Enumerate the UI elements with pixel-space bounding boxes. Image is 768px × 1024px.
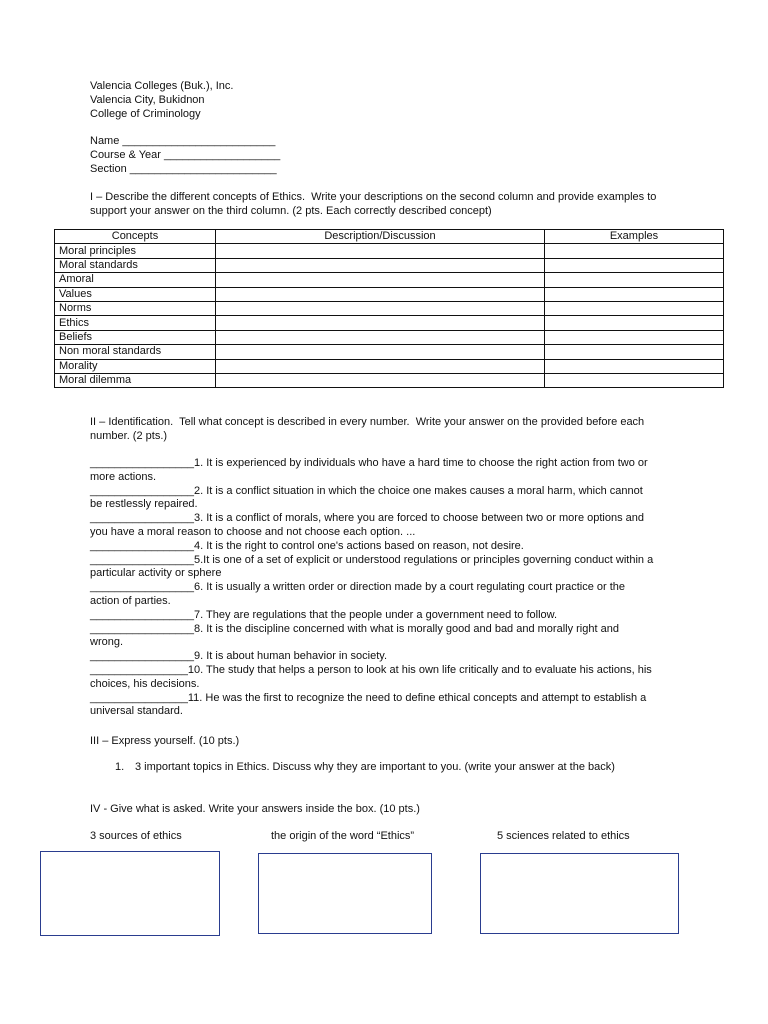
section-3-item-text: 3 important topics in Ethics. Discuss why they are important to you. (write your answer at the back) bbox=[135, 761, 615, 773]
school-location: Valencia City, Bukidnon bbox=[90, 94, 205, 106]
school-name: Valencia Colleges (Buk.), Inc. bbox=[90, 80, 234, 92]
table-row bbox=[55, 301, 724, 315]
item-7-line-1[interactable]: _________________7. They are regulations that the people under a government need to follow. bbox=[90, 608, 558, 621]
concept-cell: Beliefs bbox=[55, 330, 216, 344]
item-3-line-1[interactable]: _________________3. It is a conflict of morals, where you are forced to choose between two or more options and bbox=[90, 512, 645, 525]
identification-items bbox=[90, 457, 680, 719]
column-header-description: Description/Discussion bbox=[216, 230, 545, 244]
section-4-heading: IV - Give what is asked. Write your answers inside the box. (10 pts.) bbox=[90, 803, 420, 815]
examples-cell[interactable] bbox=[545, 330, 724, 344]
box-label-origin: the origin of the word “Ethics” bbox=[271, 830, 415, 842]
section-3-item-number: 1. bbox=[115, 761, 125, 773]
section-1-instructions bbox=[90, 190, 690, 218]
section-4-title bbox=[90, 802, 690, 816]
table-row bbox=[55, 359, 724, 373]
column-header-concepts: Concepts bbox=[55, 230, 216, 244]
examples-cell[interactable] bbox=[545, 359, 724, 373]
table-row bbox=[55, 330, 724, 344]
description-cell[interactable] bbox=[216, 301, 545, 315]
section-3-item bbox=[115, 761, 615, 773]
table-row bbox=[55, 273, 724, 287]
concept-cell: Moral dilemma bbox=[55, 373, 216, 387]
concept-cell: Values bbox=[55, 287, 216, 301]
section-1-line-1: I – Describe the different concepts of Ethics. Write your descriptions on the second column and provide examples to bbox=[90, 191, 657, 203]
description-cell[interactable] bbox=[216, 373, 545, 387]
college-name: College of Criminology bbox=[90, 108, 201, 120]
concept-cell: Moral standards bbox=[55, 258, 216, 272]
item-1-line-2: more actions. bbox=[90, 470, 157, 483]
section-1-line-2: support your answer on the third column. (2 pts. Each correctly described concept) bbox=[90, 205, 492, 217]
section-2-line-2: number. (2 pts.) bbox=[90, 430, 168, 442]
concepts-table bbox=[54, 229, 724, 388]
box-label-sources: 3 sources of ethics bbox=[90, 830, 182, 842]
description-cell[interactable] bbox=[216, 258, 545, 272]
examples-cell[interactable] bbox=[545, 373, 724, 387]
item-9-line-1[interactable]: _________________9. It is about human behavior in society. bbox=[90, 650, 388, 663]
item-8-line-2: wrong. bbox=[90, 636, 124, 649]
item-10-line-2: choices, his decisions. bbox=[90, 677, 200, 690]
table-row bbox=[55, 287, 724, 301]
section-field[interactable]: Section ________________________ bbox=[90, 163, 277, 175]
table-row bbox=[55, 258, 724, 272]
table-row bbox=[55, 244, 724, 258]
concept-cell: Amoral bbox=[55, 273, 216, 287]
description-cell[interactable] bbox=[216, 273, 545, 287]
answer-box-origin[interactable] bbox=[258, 853, 432, 934]
section-3-heading: III – Express yourself. (10 pts.) bbox=[90, 735, 240, 747]
item-6-line-2: action of parties. bbox=[90, 594, 171, 607]
examples-cell[interactable] bbox=[545, 345, 724, 359]
school-header bbox=[90, 79, 690, 121]
answer-box-sources[interactable] bbox=[40, 851, 220, 936]
item-11-line-1[interactable]: ________________11. He was the first to recognize the need to define ethical concepts and attempt to establish a bbox=[90, 691, 647, 704]
item-11-line-2: universal standard. bbox=[90, 705, 183, 718]
concept-cell: Moral principles bbox=[55, 244, 216, 258]
item-2-line-1[interactable]: _________________2. It is a conflict situation in which the choice one makes causes a moral harm, which cannot bbox=[90, 484, 643, 497]
description-cell[interactable] bbox=[216, 287, 545, 301]
concept-cell: Non moral standards bbox=[55, 345, 216, 359]
description-cell[interactable] bbox=[216, 345, 545, 359]
course-year-field[interactable]: Course & Year ___________________ bbox=[90, 149, 281, 161]
examples-cell[interactable] bbox=[545, 287, 724, 301]
table-row bbox=[55, 316, 724, 330]
examples-cell[interactable] bbox=[545, 273, 724, 287]
concept-cell: Norms bbox=[55, 301, 216, 315]
item-4-line-1[interactable]: _________________4. It is the right to control one's actions based on reason, not desire. bbox=[90, 539, 524, 552]
column-header-examples: Examples bbox=[545, 230, 724, 244]
concept-cell: Ethics bbox=[55, 316, 216, 330]
section-2-line-1: II – Identification. Tell what concept is described in every number. Write your answer on the provided before each bbox=[90, 416, 645, 428]
item-8-line-1[interactable]: _________________8. It is the discipline concerned with what is morally good and bad and morally right and bbox=[90, 622, 619, 635]
name-field[interactable]: Name _________________________ bbox=[90, 135, 276, 147]
item-5-line-1[interactable]: _________________5.It is one of a set of explicit or understood regulations or principles governing conduct within a bbox=[90, 553, 654, 566]
item-10-line-1[interactable]: ________________10. The study that helps a person to look at his own life critically and to evaluate his actions, his bbox=[90, 663, 652, 676]
description-cell[interactable] bbox=[216, 359, 545, 373]
answer-box-sciences[interactable] bbox=[480, 853, 679, 934]
examples-cell[interactable] bbox=[545, 258, 724, 272]
item-2-line-2: be restlessly repaired. bbox=[90, 498, 198, 511]
student-info-fields bbox=[90, 134, 690, 176]
box-label-sciences: 5 sciences related to ethics bbox=[497, 830, 630, 842]
examples-cell[interactable] bbox=[545, 301, 724, 315]
section-2-instructions bbox=[90, 415, 680, 443]
item-3-line-2: you have a moral reason to choose and not choose each option. ... bbox=[90, 525, 416, 538]
examples-cell[interactable] bbox=[545, 244, 724, 258]
item-1-line-1[interactable]: _________________1. It is experienced by individuals who have a hard time to choose the right action from two or bbox=[90, 457, 648, 469]
description-cell[interactable] bbox=[216, 330, 545, 344]
section-3-title bbox=[90, 734, 690, 748]
item-5-line-2: particular activity or sphere bbox=[90, 567, 222, 580]
description-cell[interactable] bbox=[216, 244, 545, 258]
concept-cell: Morality bbox=[55, 359, 216, 373]
description-cell[interactable] bbox=[216, 316, 545, 330]
table-row bbox=[55, 345, 724, 359]
examples-cell[interactable] bbox=[545, 316, 724, 330]
table-row bbox=[55, 373, 724, 387]
item-6-line-1[interactable]: _________________6. It is usually a written order or direction made by a court regulating court practice or the bbox=[90, 581, 626, 594]
table-header-row bbox=[55, 230, 724, 244]
